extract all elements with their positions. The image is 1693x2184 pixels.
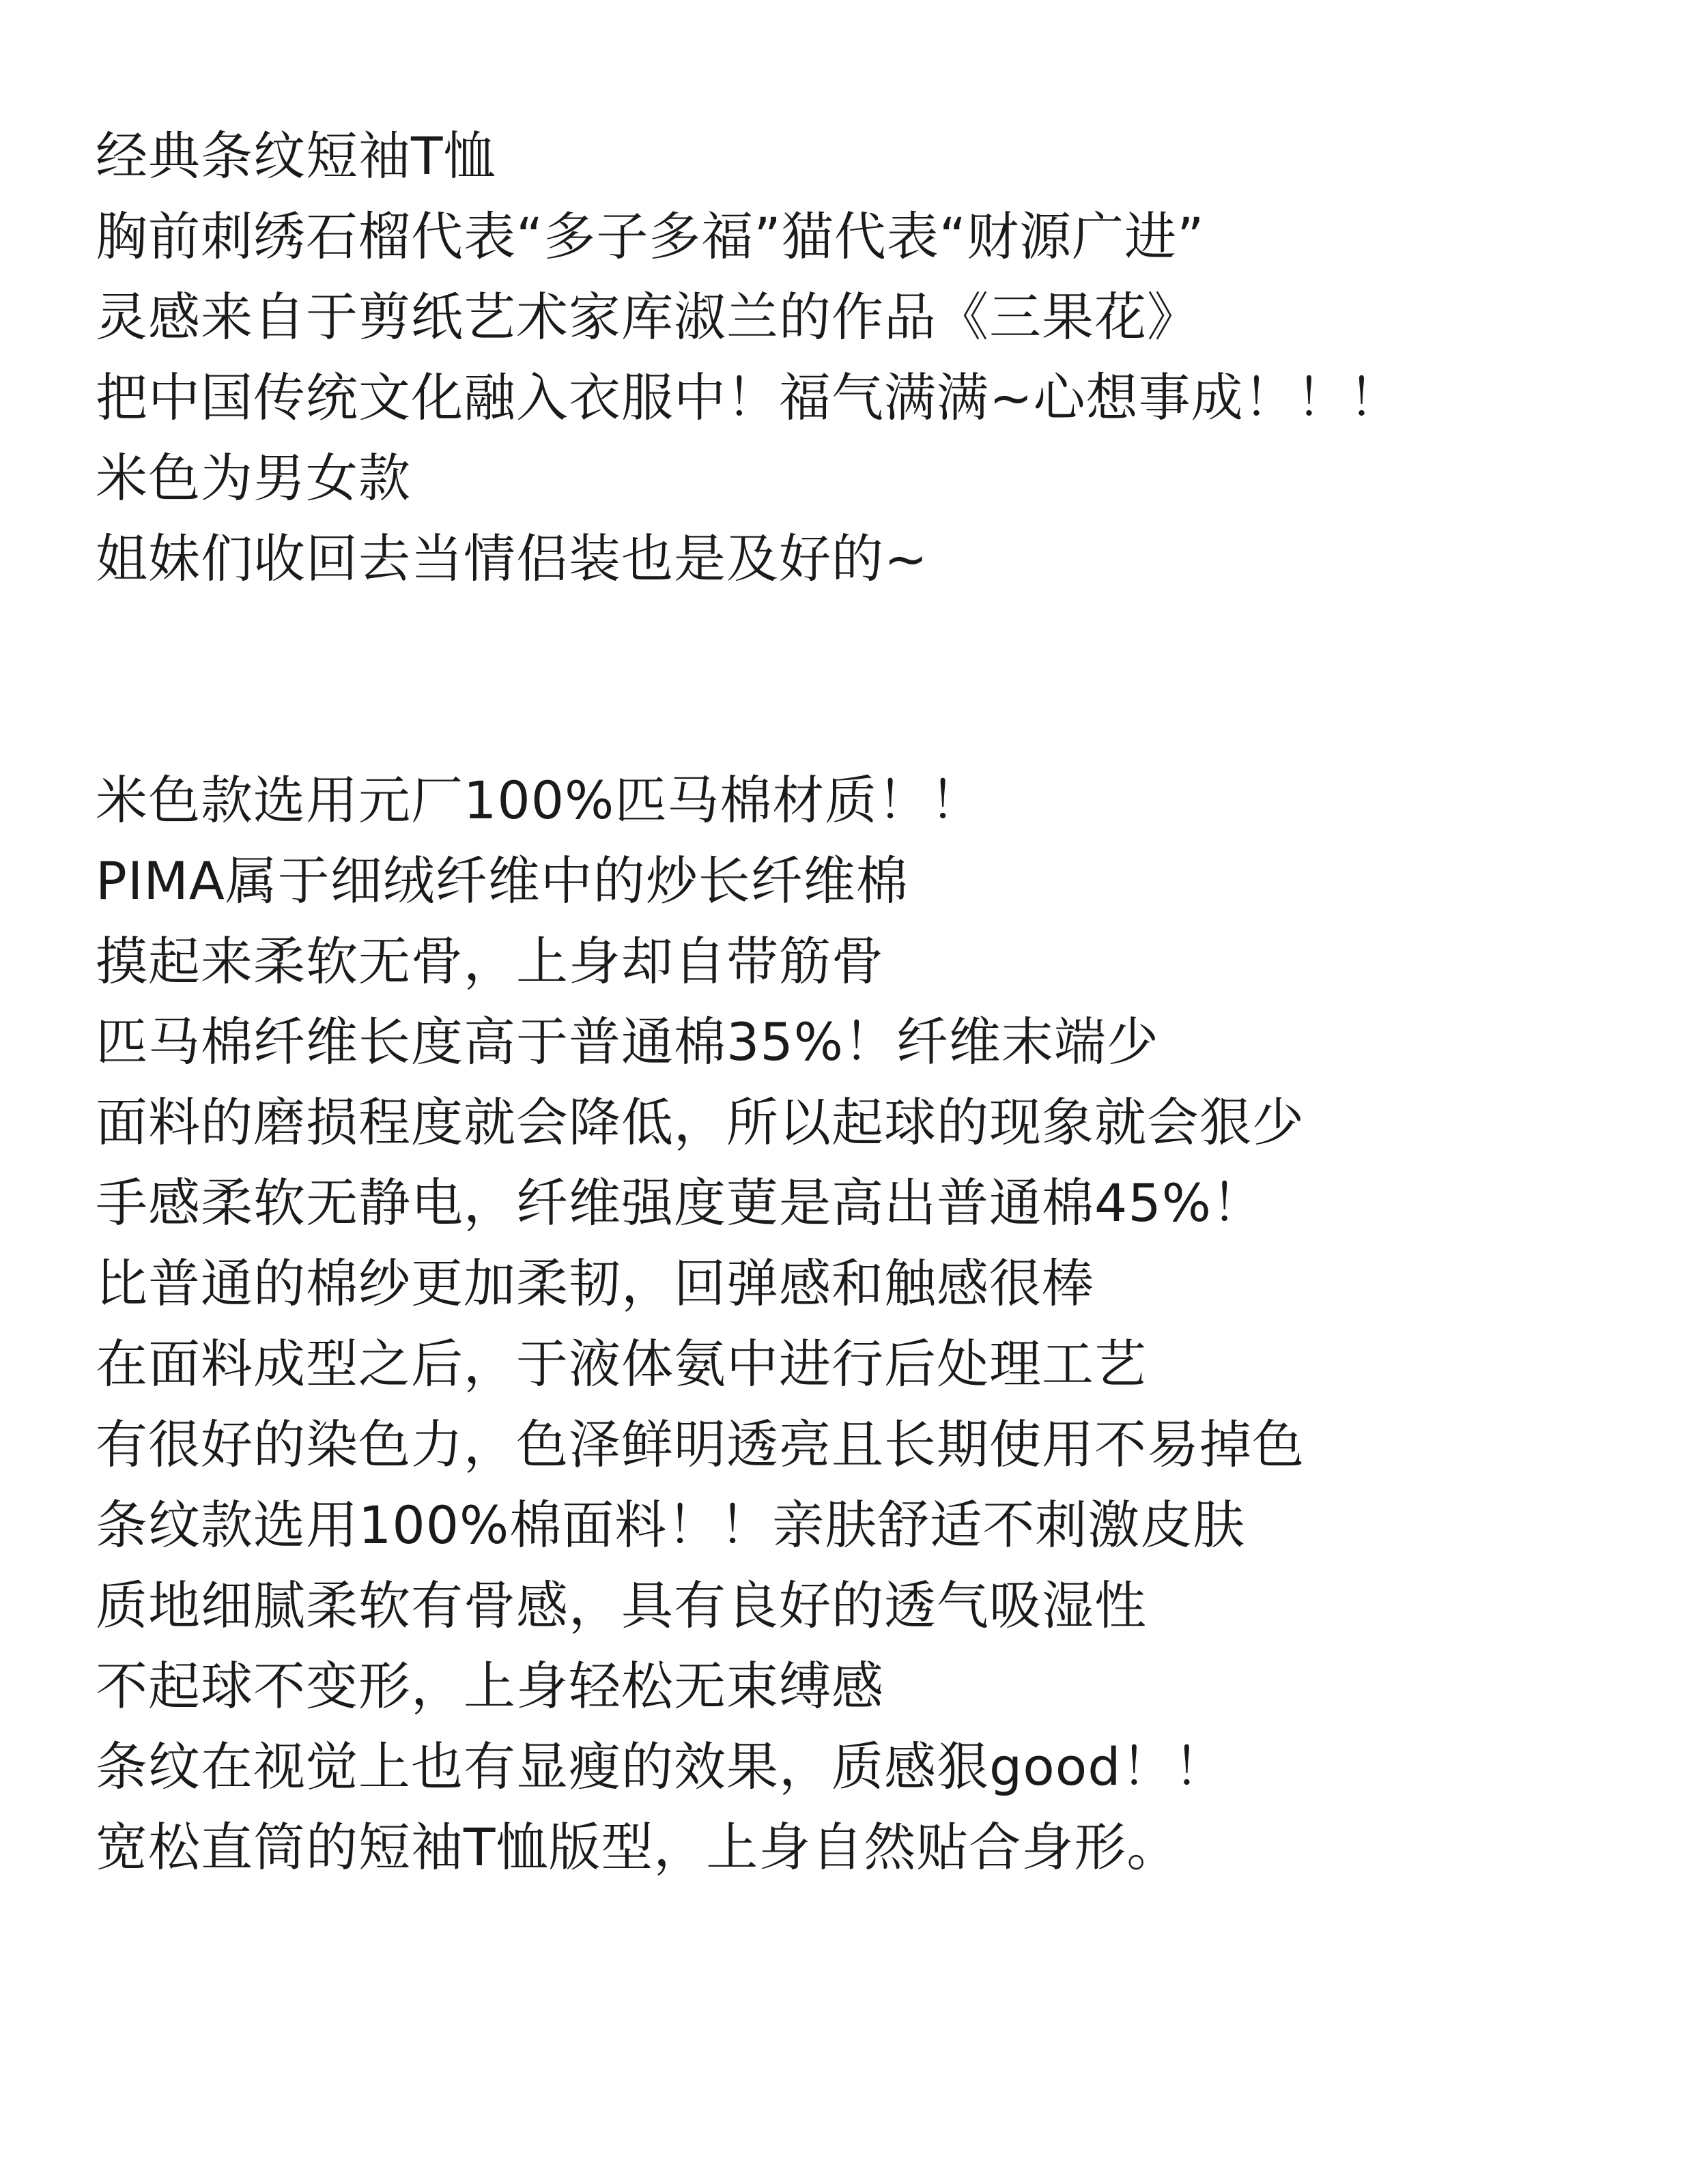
text-line: 质地细腻柔软有骨感，具有良好的透气吸湿性 [96, 1575, 1147, 1636]
text-line: 摸起来柔软无骨，上身却自带筋骨 [96, 931, 884, 992]
text-line: 条纹在视觉上也有显瘦的效果，质感狠good！！ [96, 1736, 1227, 1797]
text-line: 经典条纹短袖T恤 [96, 126, 496, 186]
text-line: 匹马棉纤维长度高于普通棉35%！纤维末端少 [96, 1011, 1159, 1072]
text-line: 手感柔软无静电，纤维强度莄是高出普通棉45%！ [96, 1173, 1264, 1233]
intro-paragraph [96, 116, 1597, 599]
text-line: 有很好的染色力，色泽鲜明透亮且长期使用不易掉色 [96, 1414, 1305, 1475]
text-line: 把中国传统文化融入衣服中！福气满满~心想事成！！！ [96, 367, 1402, 428]
text-line: PIMA属于细绒纤维中的炒长纤维棉 [96, 850, 909, 911]
text-line: 不起球不变形，上身轻松无束缚感 [96, 1656, 884, 1716]
material-paragraph [96, 760, 1597, 1888]
text-line: 灵感来自于剪纸艺术家库淑兰的作品《三果花》 [96, 287, 1199, 347]
text-line: 姐妹们收回去当情侣装也是及好的~ [96, 528, 928, 589]
text-line: 米色为男女款 [96, 448, 411, 508]
text-line: 条纹款选用100%棉面料！！亲肤舒适不刺激皮肤 [96, 1495, 1246, 1555]
product-description [96, 116, 1597, 1888]
text-line: 米色款选用元厂100%匹马棉材质！！ [96, 770, 983, 831]
text-line: 宽松直筒的短袖T恤版型，上身自然贴合身形。 [96, 1817, 1180, 1878]
text-line: 面料的磨损程度就会降低，所以起球的现象就会狠少 [96, 1092, 1305, 1153]
text-line: 比普通的棉纱更加柔韧，回弹感和触感很棒 [96, 1253, 1094, 1314]
text-line: 胸前刺绣石榴代表“多子多福”猫代表“财源广进” [96, 206, 1205, 267]
text-line: 在面料成型之后，于液体氨中进行后处理工艺 [96, 1334, 1147, 1394]
